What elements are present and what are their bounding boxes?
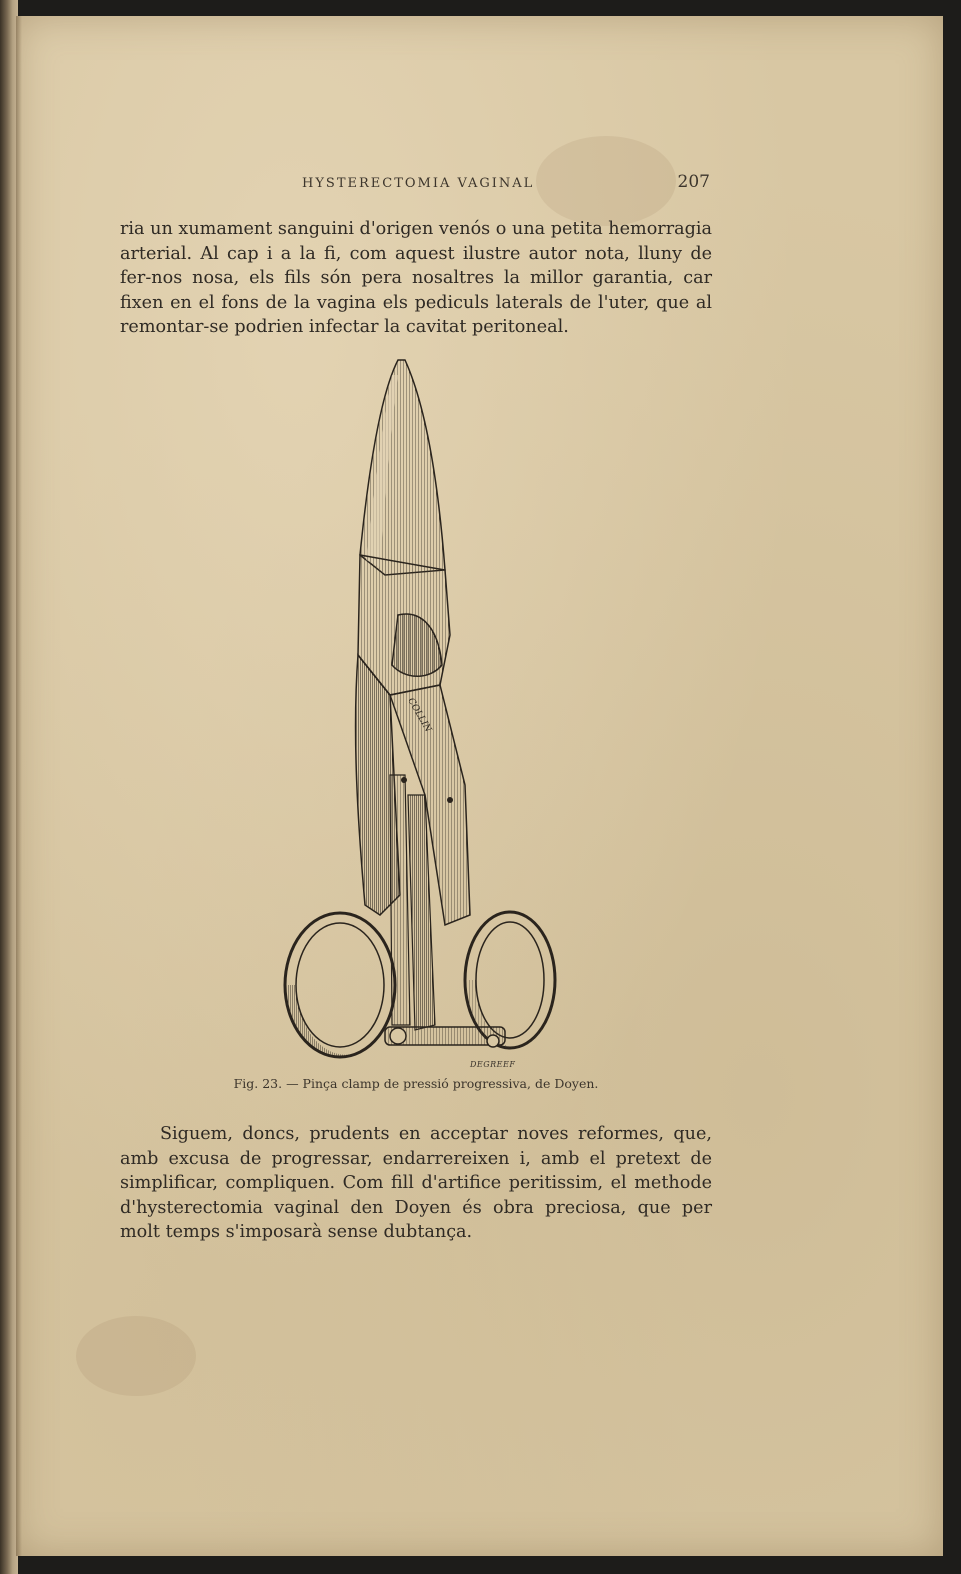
- surgical-clamp-engraving-icon: [280, 355, 560, 1075]
- running-title: HYSTERECTOMIA VAGINAL: [302, 176, 535, 191]
- body-paragraph: [120, 1122, 712, 1245]
- figure-engraving: [280, 355, 560, 1075]
- page-number: 207: [677, 172, 710, 192]
- page-gutter-shadow: [16, 16, 22, 1556]
- paragraph-text: ria un xumament sanguini d'origen venós o una petita hemorragia arterial. Al cap i a la fi, com aquest ilustre autor nota, lluny de fer-nos nosa, els fils són pera nosaltres la millor garantia, car fixen en el fons de la vagina els pediculs laterals de l'uter, que al remontar-se podrien infectar la cavitat peritoneal.: [120, 219, 712, 337]
- engraver-signature: DEGREEF: [470, 1060, 516, 1069]
- paragraph-text: Siguem, doncs, prudents en acceptar noves reformes, que, amb excusa de progressar, endarrereixen i, amb el pretext de simplificar, compliquen. Com fill d'artifice peritissim, el methode d'hysterectomia vaginal den Doyen és obra preciosa, que per molt temps s'imposarà sense dubtança.: [120, 1124, 712, 1242]
- body-paragraph: [120, 217, 712, 340]
- figure-caption: Fig. 23. — Pinça clamp de pressió progressiva, de Doyen.: [233, 1076, 599, 1091]
- paper-stain: [76, 1316, 196, 1396]
- running-head: [120, 174, 710, 198]
